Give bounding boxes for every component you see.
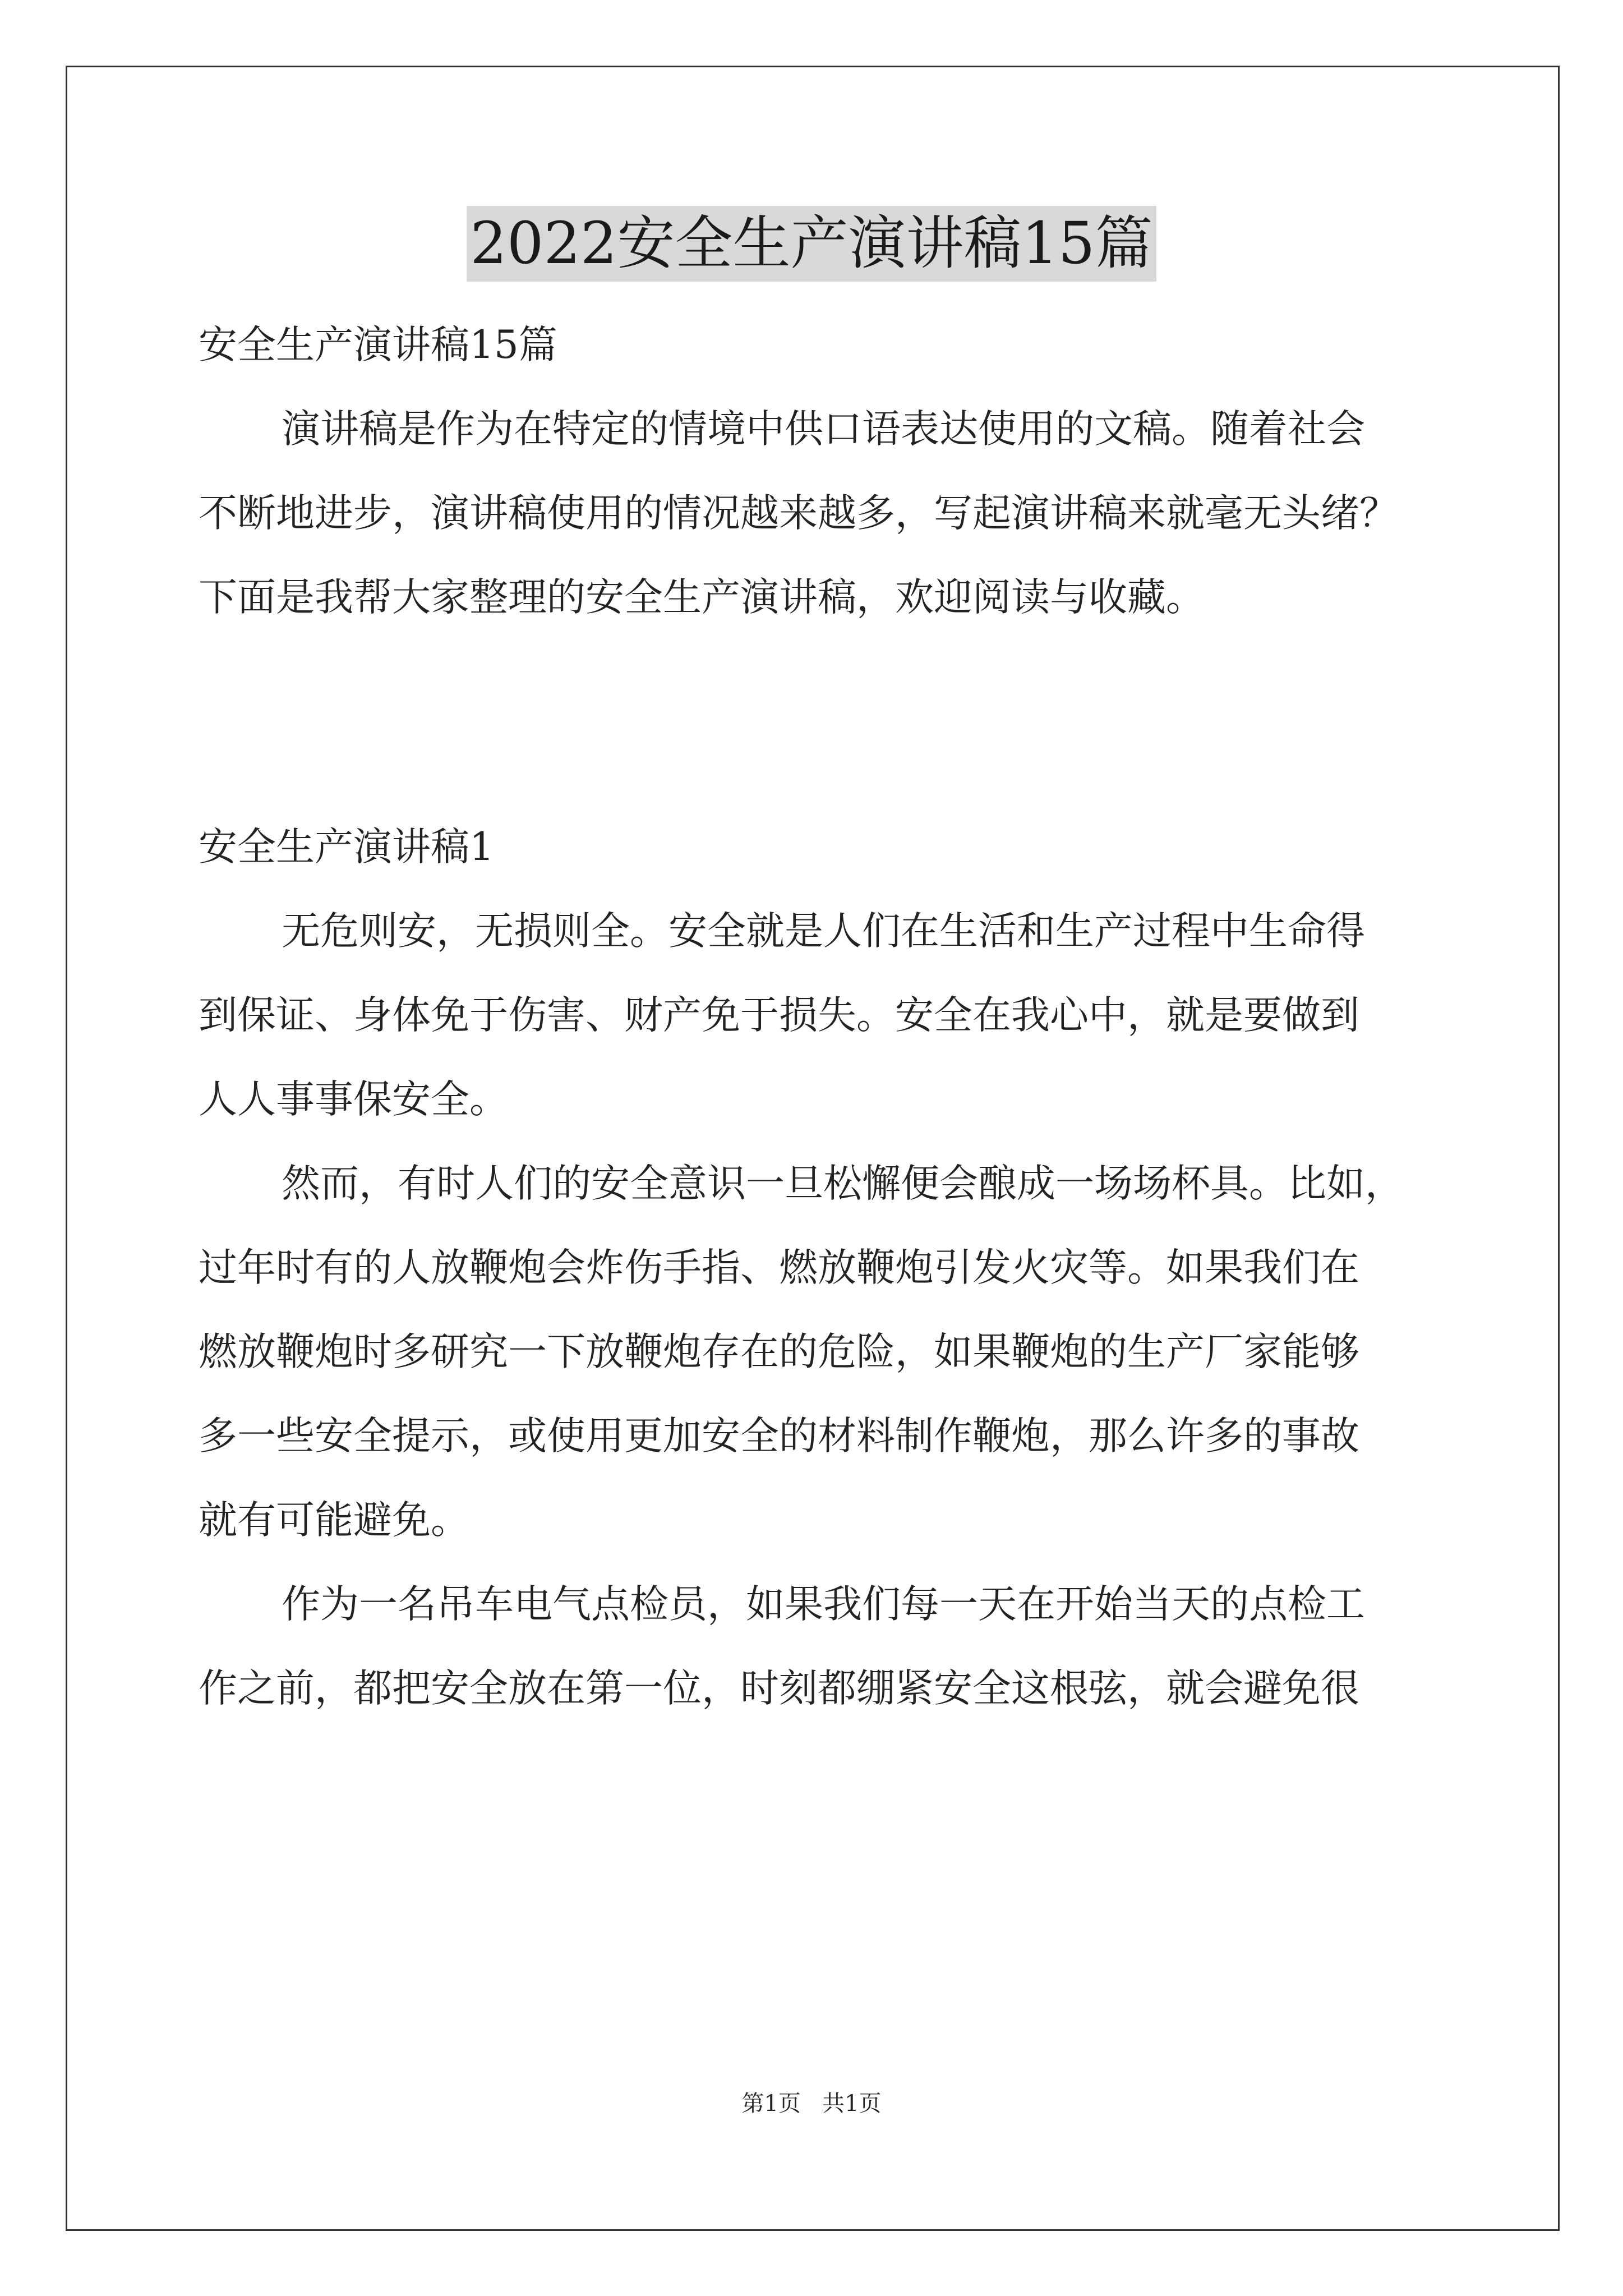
paragraph-line: 燃放鞭炮时多研究一下放鞭炮存在的危险，如果鞭炮的生产厂家能够 <box>199 1329 1359 1374</box>
document-title: 2022安全生产演讲稿15篇 <box>467 206 1156 282</box>
intro-line: 演讲稿是作为在特定的情境中供口语表达使用的文稿。随着社会 <box>282 407 1365 452</box>
document-body <box>199 303 1432 1731</box>
subtitle: 安全生产演讲稿15篇 <box>199 323 557 367</box>
paragraph-line: 人人事事保安全。 <box>199 1077 508 1122</box>
title-container <box>0 206 1623 282</box>
spacer <box>199 639 1432 805</box>
paragraph-line: 作为一名吊车电气点检员，如果我们每一天在开始当天的点检工 <box>282 1582 1365 1627</box>
intro-line: 不断地进步，演讲稿使用的情况越来越多，写起演讲稿来就毫无头绪？ <box>199 491 1398 536</box>
intro-paragraph <box>199 387 1432 639</box>
paragraph-line: 作之前，都把安全放在第一位，时刻都绷紧安全这根弦，就会避免很 <box>199 1666 1359 1711</box>
paragraph-2 <box>199 1142 1432 1562</box>
intro-line: 下面是我帮大家整理的安全生产演讲稿，欢迎阅读与收藏。 <box>199 575 1205 620</box>
paragraph-line: 然而，有时人们的安全意识一旦松懈便会酿成一场场杯具。比如， <box>282 1161 1404 1206</box>
paragraph-3 <box>199 1562 1432 1731</box>
section-heading: 安全生产演讲稿1 <box>199 825 494 869</box>
paragraph-line: 过年时有的人放鞭炮会炸伤手指、燃放鞭炮引发火灾等。如果我们在 <box>199 1245 1359 1290</box>
paragraph-line: 就有可能避免。 <box>199 1498 469 1543</box>
paragraph-1 <box>199 889 1432 1142</box>
paragraph-line: 到保证、身体免于伤害、财产免于损失。安全在我心中，就是要做到 <box>199 993 1359 1038</box>
paragraph-line: 无危则安，无损则全。安全就是人们在生活和生产过程中生命得 <box>282 909 1365 954</box>
paragraph-line: 多一些安全提示，或使用更加安全的材料制作鞭炮，那么许多的事故 <box>199 1414 1359 1458</box>
page-footer: 第1页 共1页 <box>741 2091 882 2116</box>
